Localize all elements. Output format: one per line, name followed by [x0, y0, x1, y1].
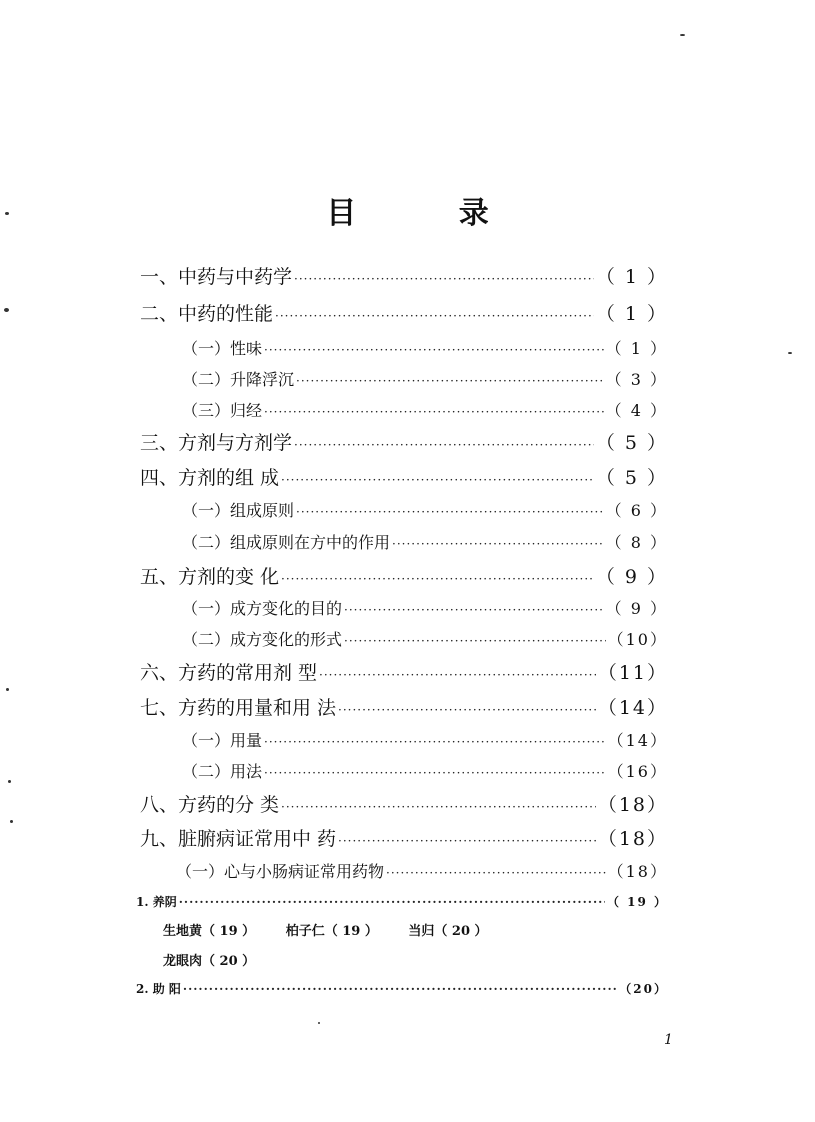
leader-dots	[264, 343, 604, 357]
toc-entry	[182, 627, 668, 651]
scan-speck	[5, 212, 9, 215]
toc-entry	[140, 299, 668, 325]
herb-list	[163, 950, 281, 969]
leader-dots	[294, 272, 594, 286]
toc-entry-label: 五、方剂的变 化	[140, 566, 280, 588]
toc-entry-page: （ 3 ）	[605, 370, 668, 389]
toc-entry-page: （11）	[597, 662, 668, 684]
toc-entry-label: 1. 养阴	[136, 895, 177, 909]
toc-entry	[182, 530, 668, 554]
toc-entry	[136, 893, 668, 913]
toc-entry	[140, 262, 668, 288]
scan-speck	[4, 308, 9, 312]
toc-entry-page: （ 8 ）	[605, 533, 668, 552]
toc-entry-label: （一）用量	[182, 731, 263, 750]
toc-entry-page: （18）	[607, 862, 668, 881]
leader-dots	[392, 537, 604, 551]
toc-entry-label: （二）成方变化的形式	[182, 630, 343, 649]
toc-entry	[140, 790, 668, 816]
toc-entry	[182, 336, 668, 360]
toc-entry-page: （ 4 ）	[605, 401, 668, 420]
toc-entry-page: （ 19 ）	[606, 895, 668, 909]
leader-dots	[281, 473, 594, 487]
scan-speck	[6, 688, 9, 691]
leader-dots	[296, 505, 604, 519]
toc-entry-page: （ 9 ）	[605, 599, 668, 618]
toc-entry	[140, 562, 668, 588]
toc-entry-page: （ 5 ）	[595, 432, 668, 454]
toc-entry	[182, 367, 668, 391]
leader-dots	[294, 438, 594, 452]
leader-dots	[275, 309, 594, 323]
toc-entry	[176, 859, 668, 883]
toc-entry-page: （18）	[597, 828, 668, 850]
toc-entry-label: （一）心与小肠病证常用药物	[176, 862, 385, 881]
scan-speck	[680, 34, 685, 36]
toc-entry	[136, 980, 668, 1000]
toc-entry-label: （一）组成原则	[182, 501, 295, 520]
toc-entry-page: （20）	[619, 982, 668, 996]
leader-dots	[386, 866, 606, 880]
toc-entry-page: （14）	[607, 731, 668, 750]
toc-entry-label: （一）成方变化的目的	[182, 599, 343, 618]
leader-dots	[338, 703, 596, 717]
toc-entry-label: 四、方剂的组 成	[140, 467, 280, 489]
toc-entry	[182, 398, 668, 422]
leader-dots	[319, 668, 596, 682]
toc-entry-label: 三、方剂与方剂学	[140, 432, 293, 454]
toc-entry-page: （14）	[597, 697, 668, 719]
toc-entry-page: （ 1 ）	[595, 266, 668, 288]
toc-entry-label: 八、方药的分 类	[140, 794, 280, 816]
toc-entry-page: （ 1 ）	[605, 339, 668, 358]
toc-entry-page: （ 1 ）	[595, 303, 668, 325]
leader-dots	[264, 766, 606, 780]
leader-dots	[281, 800, 596, 814]
toc-entry	[182, 759, 668, 783]
herb-item: 生地黄（ 19 ）	[163, 924, 256, 939]
leader-dots	[338, 834, 596, 848]
toc-entry-page: （10）	[607, 630, 668, 649]
leader-dots	[179, 895, 605, 909]
toc-entry-page: （ 5 ）	[595, 467, 668, 489]
toc-entry	[182, 498, 668, 522]
toc-entry-label: 二、中药的性能	[140, 303, 274, 325]
leader-dots	[344, 634, 606, 648]
leader-dots	[183, 982, 617, 996]
toc-entry-page: （18）	[597, 794, 668, 816]
toc-entry-label: 九、脏腑病证常用中 药	[140, 828, 337, 850]
toc-entry	[140, 824, 668, 850]
leader-dots	[344, 603, 604, 617]
toc-entry	[140, 463, 668, 489]
toc-entry-label: 一、中药与中药学	[140, 266, 293, 288]
page-number: 1	[664, 1032, 673, 1048]
toc-entry	[182, 728, 668, 752]
herb-list	[163, 920, 514, 939]
toc-entry-page: （16）	[607, 762, 668, 781]
toc-entry-label: （二）用法	[182, 762, 263, 781]
toc-entry-label: （一）性味	[182, 339, 263, 358]
toc-entry-label: 六、方药的常用剂 型	[140, 662, 318, 684]
herb-item: 龙眼肉（ 20 ）	[163, 954, 256, 969]
toc-entry	[182, 596, 668, 620]
leader-dots	[264, 405, 604, 419]
leader-dots	[296, 374, 604, 388]
toc-entry-label: 2. 助 阳	[136, 982, 181, 996]
scan-speck	[788, 352, 792, 354]
toc-entry-page: （ 6 ）	[605, 501, 668, 520]
herb-item: 当归（ 20 ）	[408, 924, 488, 939]
toc-entry-label: （三）归经	[182, 401, 263, 420]
scan-speck	[318, 1022, 320, 1024]
leader-dots	[281, 572, 594, 586]
scan-speck	[10, 820, 13, 823]
herb-item: 柏子仁（ 19 ）	[285, 924, 378, 939]
toc-entry	[140, 693, 668, 719]
page-title: 目 录	[326, 196, 535, 231]
toc-entry-label: （二）升降浮沉	[182, 370, 295, 389]
toc-entry-label: （二）组成原则在方中的作用	[182, 533, 391, 552]
scan-speck	[8, 780, 11, 783]
toc-entry	[140, 658, 668, 684]
toc-entry-label: 七、方药的用量和用 法	[140, 697, 337, 719]
leader-dots	[264, 735, 606, 749]
toc-entry	[140, 428, 668, 454]
toc-entry-page: （ 9 ）	[595, 566, 668, 588]
